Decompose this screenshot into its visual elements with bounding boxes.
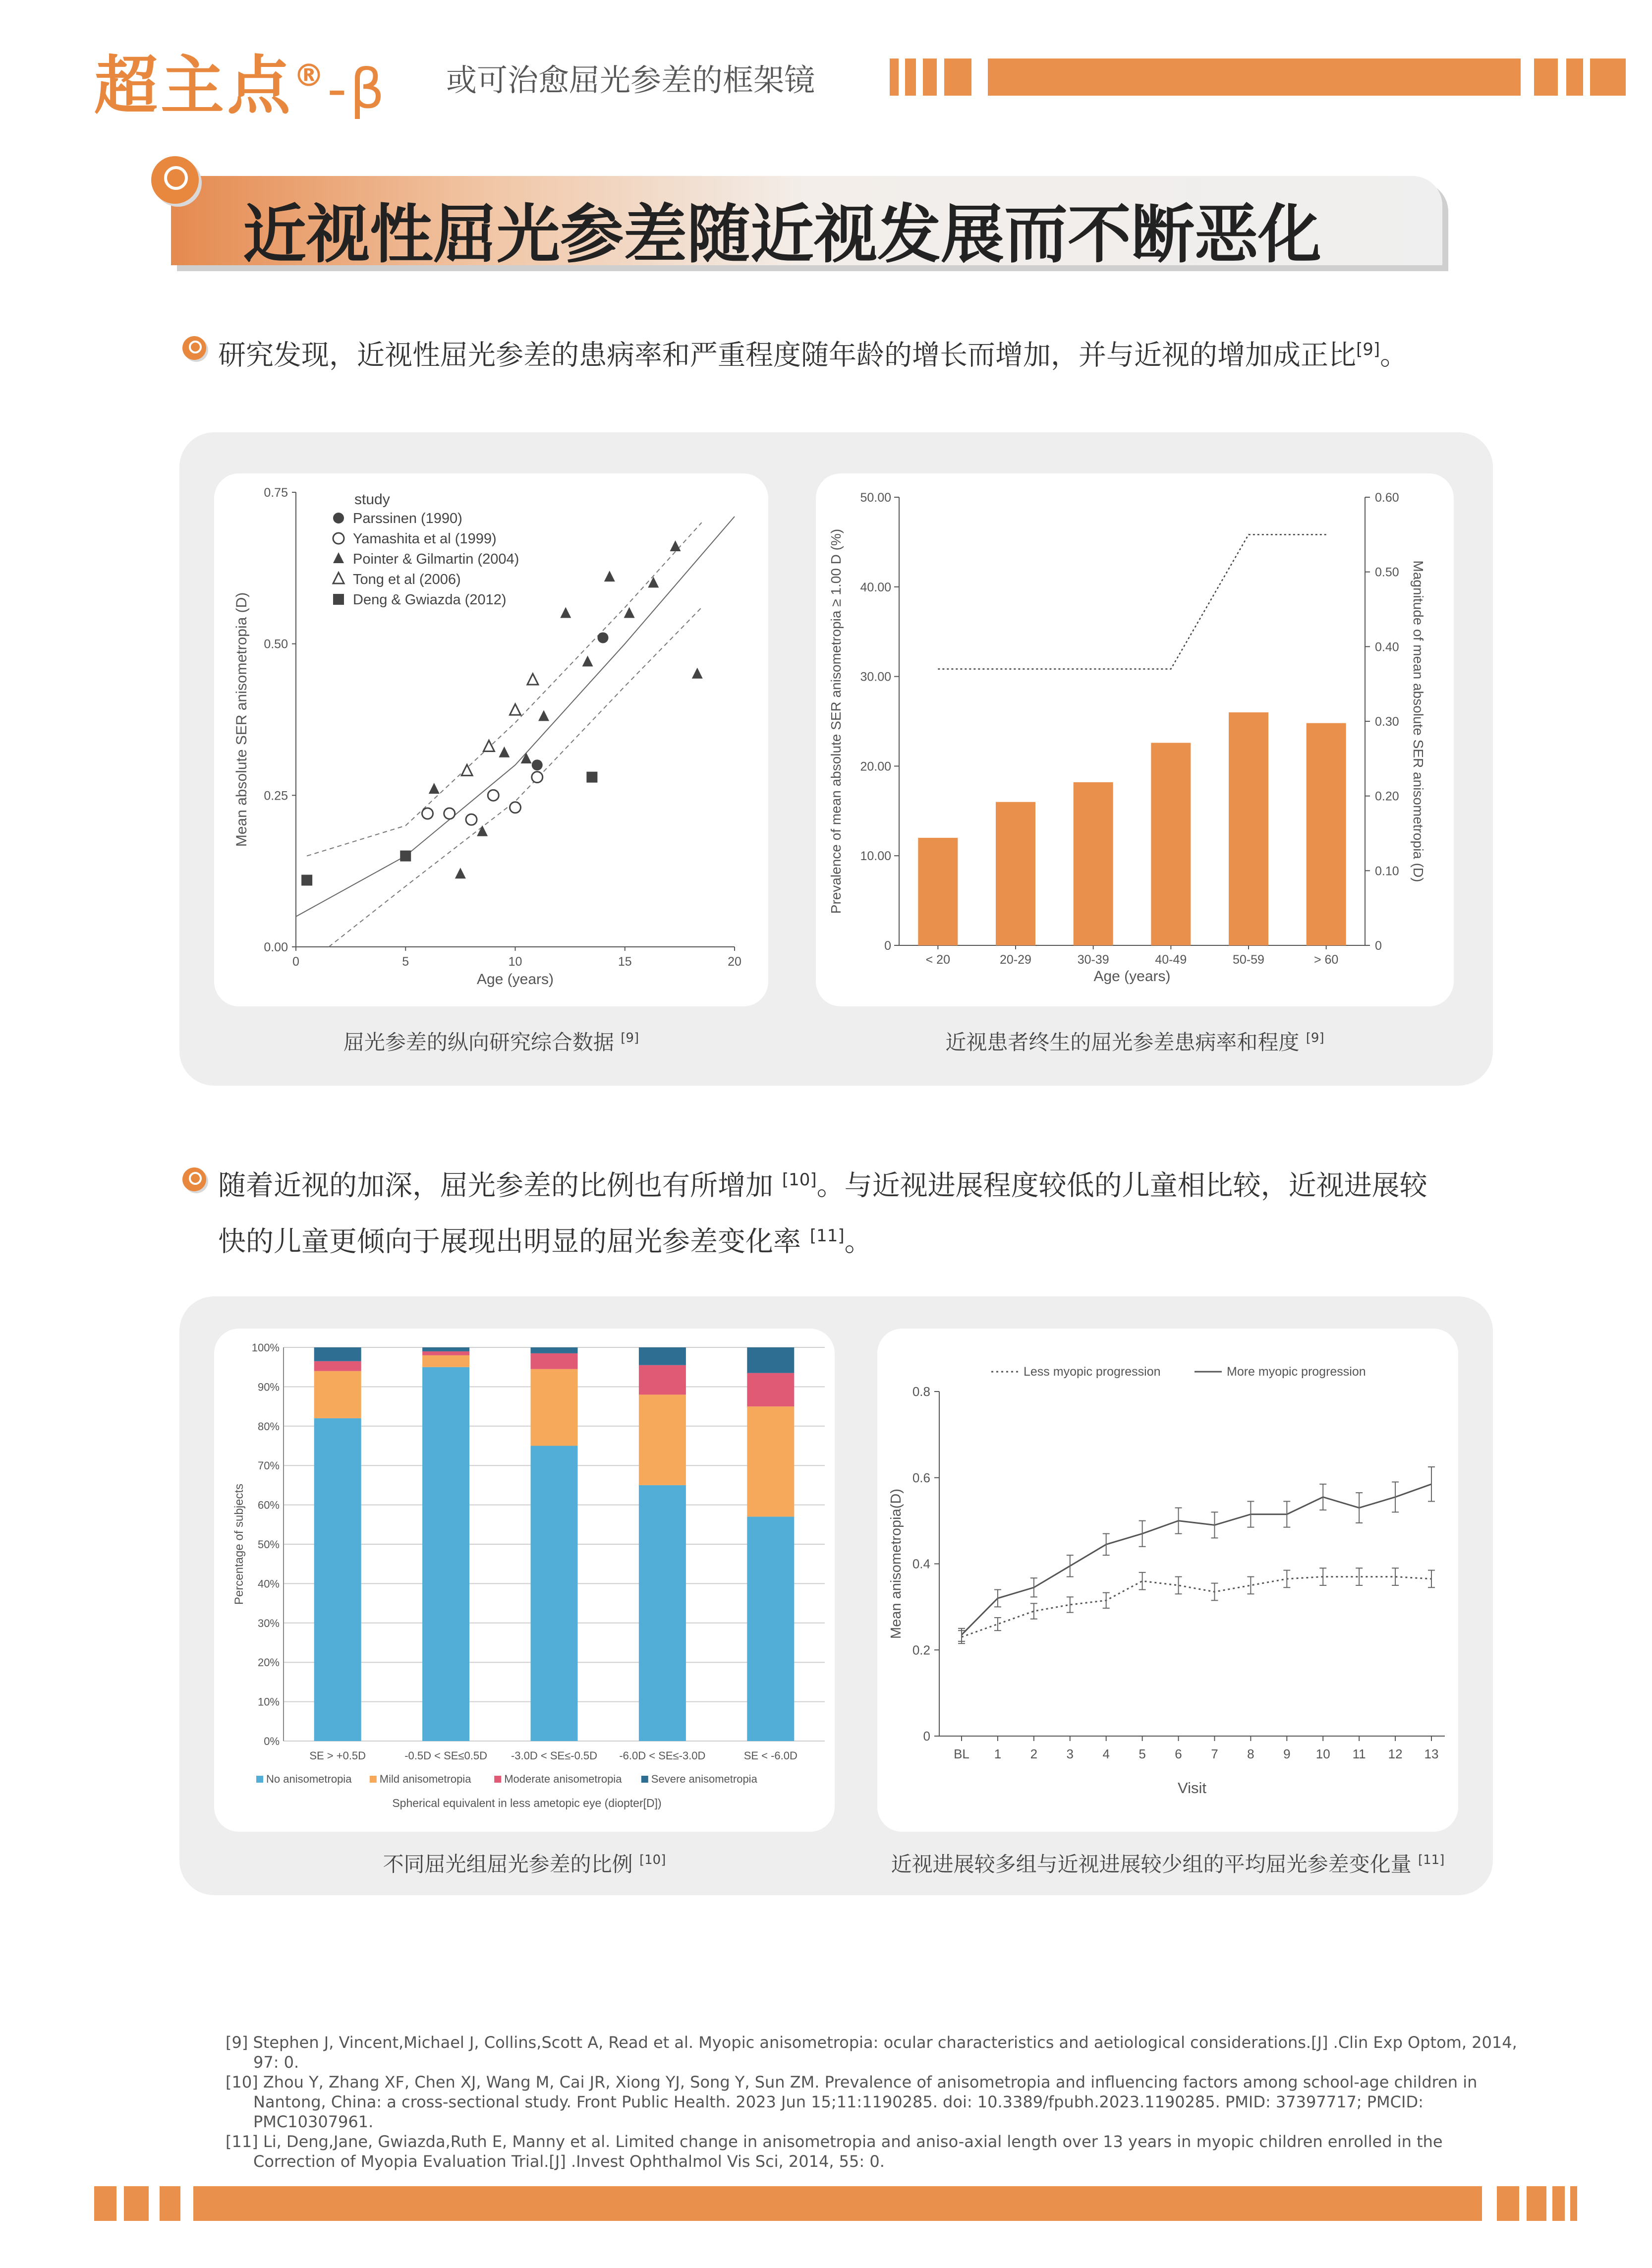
brand-name: 超主点 [94, 49, 294, 123]
y-tick-label: 0 [923, 1729, 930, 1744]
reference-item: [11] Li, Deng,Jane, Gwiazda,Ruth E, Manny et al. Limited change in anisometropia and aniso-axial length over 13 years in myopic children enrolled in the Correction of Myopia Evaluation Trial.[J] .Invest Ophthalmol Vis Sci, 2014, 55: 0. [226, 2132, 1443, 2171]
brand-suffix: -β [327, 57, 388, 120]
legend-label: Moderate anisometropia [504, 1773, 622, 1785]
legend-label: Severe anisometropia [651, 1773, 757, 1785]
y-tick-label-right: 0.40 [1375, 640, 1399, 654]
stacked-segment [422, 1355, 469, 1367]
y-tick-label: 0.00 [264, 940, 288, 954]
y-tick-label-right: 0 [1375, 939, 1382, 953]
page-title: 近视性屈光参差随近视发展而不断恶化 [243, 198, 1322, 272]
stacked-segment [639, 1347, 686, 1365]
bullet-icon [182, 1167, 206, 1191]
data-point [444, 808, 455, 819]
data-point [521, 753, 532, 763]
x-axis-label: Spherical equivalent in less ametopic eye (diopter[D]) [392, 1797, 662, 1809]
legend-label: Parssinen (1990) [353, 511, 462, 526]
y-tick-label: 20.00 [860, 759, 891, 774]
y-axis-label: Mean anisometropia(D) [888, 1488, 904, 1639]
data-point [466, 814, 477, 825]
y-axis-label: Prevalence of mean absolute SER anisometropia ≥ 1.00 D (%) [828, 528, 844, 914]
bar [1229, 712, 1268, 945]
x-tick-label: BL [954, 1746, 969, 1761]
stacked-segment [422, 1347, 469, 1351]
y-tick-label-right: 0.50 [1375, 565, 1399, 580]
x-tick-label: 2 [1030, 1746, 1038, 1761]
x-axis-label: Visit [1177, 1779, 1207, 1797]
x-tick-label: SE > +0.5D [309, 1749, 366, 1762]
x-tick-label: -6.0D < SE≤-3.0D [619, 1749, 706, 1762]
x-tick-label: 0 [292, 955, 299, 969]
x-tick-label: 5 [402, 955, 409, 969]
stacked-segment [747, 1516, 794, 1741]
bar [996, 802, 1035, 945]
stacked-segment [747, 1347, 794, 1373]
x-tick-label: < 20 [925, 953, 951, 967]
stacked-segment [314, 1371, 361, 1418]
data-point [670, 540, 681, 551]
y-tick-label: 50% [257, 1538, 280, 1551]
x-tick-label: 11 [1352, 1746, 1366, 1761]
legend-swatch [641, 1776, 648, 1783]
y-tick-label-right: 0.30 [1375, 715, 1399, 729]
caption-progression: 近视进展较多组与近视进展较少组的平均屈光参差变化量 [11] [891, 1852, 1445, 1876]
x-tick-label: 12 [1388, 1746, 1403, 1761]
legend-marker [333, 552, 344, 563]
x-tick-label: 7 [1211, 1746, 1218, 1761]
legend-label: Less myopic progression [1024, 1365, 1161, 1379]
stacked-segment [422, 1367, 469, 1741]
y-tick-label: 0.50 [264, 637, 288, 651]
x-tick-label: 10 [1315, 1746, 1330, 1761]
stacked-segment [422, 1351, 469, 1355]
y-tick-label: 0.6 [912, 1470, 930, 1485]
bullet-text-1: 研究发现，近视性屈光参差的患病率和严重程度随年龄的增长而增加，并与近视的增加成正比[9]。 [218, 339, 1408, 372]
data-point [488, 790, 499, 801]
x-tick-label: -3.0D < SE≤-0.5D [511, 1749, 598, 1762]
x-axis-label: Age (years) [1093, 968, 1171, 985]
y-tick-label: 60% [257, 1499, 280, 1512]
y-axis-label: Mean absolute SER anisometropia (D) [233, 592, 250, 847]
legend-marker [333, 533, 344, 544]
bullet-text-2: 随着近视的加深，屈光参差的比例也有所增加 [10]。与近视进展程度较低的儿童相比较，近视进展较 快的儿童更倾向于展现出明显的屈光参差变化率 [11]。 [218, 1169, 1427, 1258]
legend-label: Pointer & Gilmartin (2004) [353, 551, 519, 567]
x-tick-label: 3 [1066, 1746, 1074, 1761]
data-point [527, 674, 538, 685]
brand-logo [94, 35, 388, 126]
y-tick-label: 90% [257, 1381, 280, 1394]
data-point [499, 747, 510, 757]
header-slogan: 或可治愈屈光参差的框架镜 [446, 62, 815, 98]
stacked-segment [314, 1418, 361, 1741]
data-point [461, 764, 472, 775]
y-tick-label-right: 0.20 [1375, 789, 1399, 804]
data-point [510, 704, 521, 715]
data-point [582, 655, 593, 666]
stacked-segment [747, 1373, 794, 1406]
x-tick-label: 15 [618, 955, 632, 969]
stacked-segment [747, 1406, 794, 1516]
bar [1151, 743, 1191, 945]
legend-label: Mild anisometropia [379, 1773, 471, 1785]
data-point [422, 808, 433, 819]
references [226, 2033, 1524, 2171]
progression-line-chart [877, 1329, 1458, 1832]
stacked-bar-chart [214, 1329, 835, 1832]
y-tick-label: 80% [257, 1420, 280, 1433]
bar [1307, 723, 1346, 945]
scatter-chart [214, 473, 768, 1006]
data-point [532, 772, 543, 783]
caption-scatter: 屈光参差的纵向研究综合数据 [9] [343, 1030, 639, 1054]
x-tick-label: 4 [1102, 1746, 1110, 1761]
data-point [624, 607, 635, 618]
legend-marker [333, 573, 344, 583]
stacked-segment [639, 1395, 686, 1485]
x-tick-label: 30-39 [1077, 953, 1109, 967]
ci-lower-line [329, 607, 701, 947]
y-tick-label: 100% [251, 1341, 280, 1354]
x-tick-label: 50-59 [1233, 953, 1264, 967]
reference-item: [9] Stephen J, Vincent,Michael J, Collins,Scott A, Read et al. Myopic anisometropia: ocular characteristics and aetiological considerations.[J] .Clin Exp Optom, 2014, 97: 0. [226, 2033, 1517, 2072]
y-tick-label: 0.25 [264, 789, 288, 803]
y-tick-label: 40.00 [860, 580, 891, 594]
y-tick-label: 0% [264, 1735, 280, 1747]
stacked-segment [531, 1347, 578, 1353]
data-point [692, 668, 703, 679]
stacked-segment [531, 1353, 578, 1369]
legend-swatch [370, 1776, 377, 1783]
x-tick-label: 20-29 [1000, 953, 1031, 967]
legend-label: No anisometropia [266, 1773, 352, 1785]
bar [918, 838, 958, 945]
x-tick-label: 10 [508, 955, 522, 969]
y-tick-label: 70% [257, 1459, 280, 1472]
data-point [429, 783, 440, 794]
caption-stacked: 不同屈光组屈光参差的比例 [10] [383, 1852, 666, 1876]
reference-item: [10] Zhou Y, Zhang XF, Chen XJ, Wang M, Cai JR, Xiong YJ, Song Y, Sun ZM. Prevalence of anisometropia and influencing factors among school-age children in Nantong, China: a cross-sectional study. Front Public Health. 2023 Jun 15;11:1190285. doi: 10.3389/fpubh.2023.1190285. PMID: 37397717; PMCID: PMC10307961. [226, 2073, 1478, 2131]
data-point [477, 825, 488, 836]
data-point [301, 875, 312, 886]
legend-label: Deng & Gwiazda (2012) [353, 592, 507, 608]
x-tick-label: -0.5D < SE≤0.5D [404, 1749, 487, 1762]
y-axis-label-right: Magnitude of mean absolute SER anisometropia (D) [1411, 560, 1426, 882]
legend-label: Yamashita et al (1999) [353, 531, 497, 547]
bar [1074, 782, 1113, 945]
x-tick-label: 5 [1139, 1746, 1146, 1761]
legend-marker [333, 594, 344, 605]
x-axis-label: Age (years) [476, 971, 554, 988]
x-tick-label: 1 [994, 1746, 1002, 1761]
bullet-icon [182, 336, 206, 360]
y-axis-label: Percentage of subjects [232, 1483, 246, 1605]
data-point [560, 607, 571, 618]
y-tick-label: 0.75 [264, 486, 288, 500]
y-tick-label: 30.00 [860, 670, 891, 684]
data-point [510, 802, 521, 813]
x-tick-label: 6 [1175, 1746, 1182, 1761]
circle-icon [151, 156, 199, 204]
legend-swatch [256, 1776, 263, 1783]
x-tick-label: > 60 [1313, 953, 1339, 967]
legend-label: More myopic progression [1227, 1365, 1366, 1379]
legend-title: study [354, 491, 390, 508]
x-tick-label: 20 [728, 955, 741, 969]
legend-marker [333, 513, 344, 523]
data-point [455, 868, 466, 878]
data-point [648, 577, 659, 587]
stacked-segment [531, 1369, 578, 1446]
y-tick-label-right: 0.10 [1375, 864, 1399, 878]
prevalence-chart [816, 473, 1454, 1006]
stacked-segment [314, 1361, 361, 1371]
y-tick-label: 0 [884, 939, 891, 953]
y-tick-label: 0.4 [912, 1556, 930, 1571]
magnitude-line [938, 534, 1326, 669]
x-tick-label: 13 [1424, 1746, 1439, 1761]
y-tick-label: 50.00 [860, 491, 891, 505]
y-tick-label: 30% [257, 1617, 280, 1629]
legend-swatch [494, 1776, 501, 1783]
caption-prevalence: 近视患者终生的屈光参差患病率和程度 [9] [945, 1030, 1324, 1054]
stacked-segment [314, 1347, 361, 1361]
data-point [532, 759, 543, 770]
y-tick-label: 10.00 [860, 849, 891, 864]
y-tick-label: 0.8 [912, 1384, 930, 1399]
data-point [400, 851, 411, 862]
stacked-segment [639, 1365, 686, 1395]
data-point [598, 632, 609, 643]
data-point [586, 772, 597, 783]
brand-registered-mark: ® [293, 57, 328, 94]
data-point [604, 571, 615, 582]
x-tick-label: 40-49 [1155, 953, 1187, 967]
y-tick-label: 10% [257, 1695, 280, 1708]
x-tick-label: SE < -6.0D [743, 1749, 798, 1762]
stacked-segment [639, 1485, 686, 1741]
stacked-segment [531, 1446, 578, 1742]
legend-label: Tong et al (2006) [353, 572, 461, 587]
data-point [483, 741, 494, 752]
y-tick-label-right: 0.60 [1375, 491, 1399, 505]
x-tick-label: 8 [1247, 1746, 1254, 1761]
y-tick-label: 20% [257, 1656, 280, 1669]
data-point [538, 710, 549, 721]
y-tick-label: 40% [257, 1577, 280, 1590]
y-tick-label: 0.2 [912, 1642, 930, 1658]
x-tick-label: 9 [1283, 1746, 1291, 1761]
